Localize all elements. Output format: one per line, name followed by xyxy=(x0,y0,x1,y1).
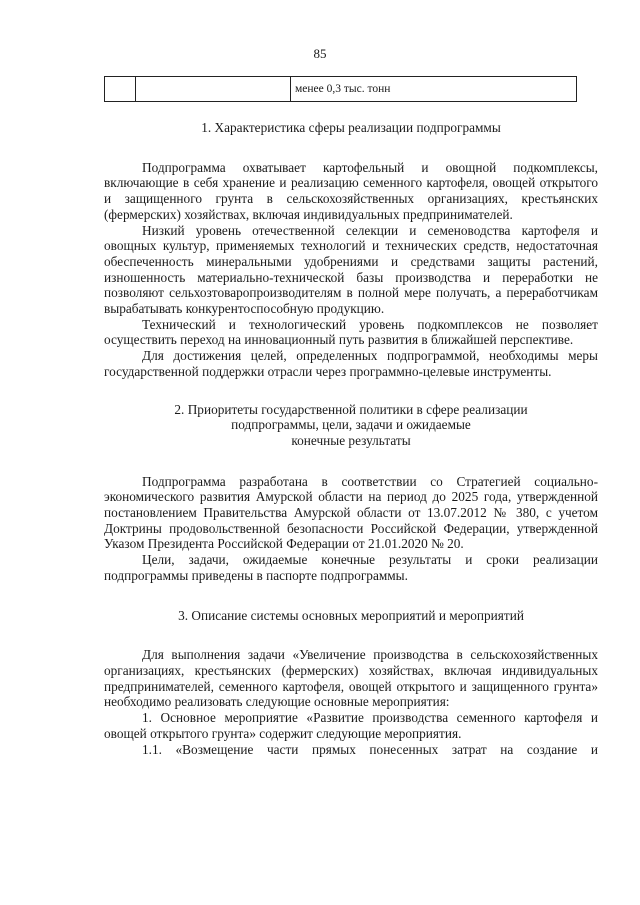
paragraph: 1. Основное мероприятие «Развитие производства семенного картофеля и овощей открытого грунта» содержит следующие мероприятия. xyxy=(104,710,598,741)
paragraph: Технический и технологический уровень подкомплексов не позволяет осуществить переход на инновационный путь развития в ближайшей перспективе. xyxy=(104,316,598,348)
paragraph: Низкий уровень отечественной селекции и семеноводства картофеля и овощных культур, применяемых технологий и технических средств, недостаточная обеспеченность минеральными удобрениями и средствами защиты растений, изношенность материально-технической базы производства и переработки не позволяют сельхозтоваропроизводителям в полной мере получать, а переработчикам вырабатывать конкурентоспособную продукцию. xyxy=(104,222,598,317)
table-cell: менее 0,3 тыс. тонн xyxy=(291,77,577,102)
paragraph: Подпрограмма разработана в соответствии со Стратегией социально-экономического развития Амурской области на период до 2025 года, утвержденной постановлением Правительства Амурской области от 13.07.2012 № 380, с учетом Доктрины продовольственной безопасности Российской Федерации, утвержденной Указом Президента Российской Федерации от 21.01.2020 № 20. xyxy=(104,473,598,552)
paragraph: Для выполнения задачи «Увеличение производства в сельскохозяйственных организациях, крестьянских (фермерских) хозяйствах, включая индивидуальных предпринимателей, семенного картофеля, овощей открытого и защищенного грунта» необходимо реализовать следующие основные мероприятия: xyxy=(104,647,598,710)
paragraph: Цели, задачи, ожидаемые конечные результаты и сроки реализации подпрограммы приведены в паспорте подпрограммы. xyxy=(104,552,598,583)
section-heading-3: 3. Описание системы основных мероприятий и мероприятий xyxy=(178,607,524,623)
heading-line: 2. Приоритеты государственной политики в сфере реализации xyxy=(174,401,528,417)
section-heading-2 xyxy=(104,402,598,449)
section-heading-1: 1. Характеристика сферы реализации подпрограммы xyxy=(201,120,501,135)
table-row xyxy=(105,77,577,102)
page-number: 85 xyxy=(313,46,327,61)
paragraph: 1.1. «Возмещение части прямых понесенных затрат на создание и xyxy=(142,741,598,757)
document-body xyxy=(104,120,598,757)
heading-line: подпрограммы, цели, задачи и ожидаемые xyxy=(231,417,471,433)
table-fragment xyxy=(104,76,577,102)
heading-line: конечные результаты xyxy=(291,432,411,448)
paragraph: Для достижения целей, определенных подпрограммой, необходимы меры государственной поддержки отрасли через программно-целевые инструменты. xyxy=(104,348,598,379)
paragraph: Подпрограмма охватывает картофельный и овощной подкомплексы, включающие в себя хранение и реализацию семенного картофеля, овощей открытого и защищенного грунта в сельскохозяйственных организациях, крестьянских (фермерских) хозяйствах, включая индивидуальных предпринимателей. xyxy=(104,159,598,222)
table-cell xyxy=(105,77,136,102)
table-cell xyxy=(136,77,291,102)
